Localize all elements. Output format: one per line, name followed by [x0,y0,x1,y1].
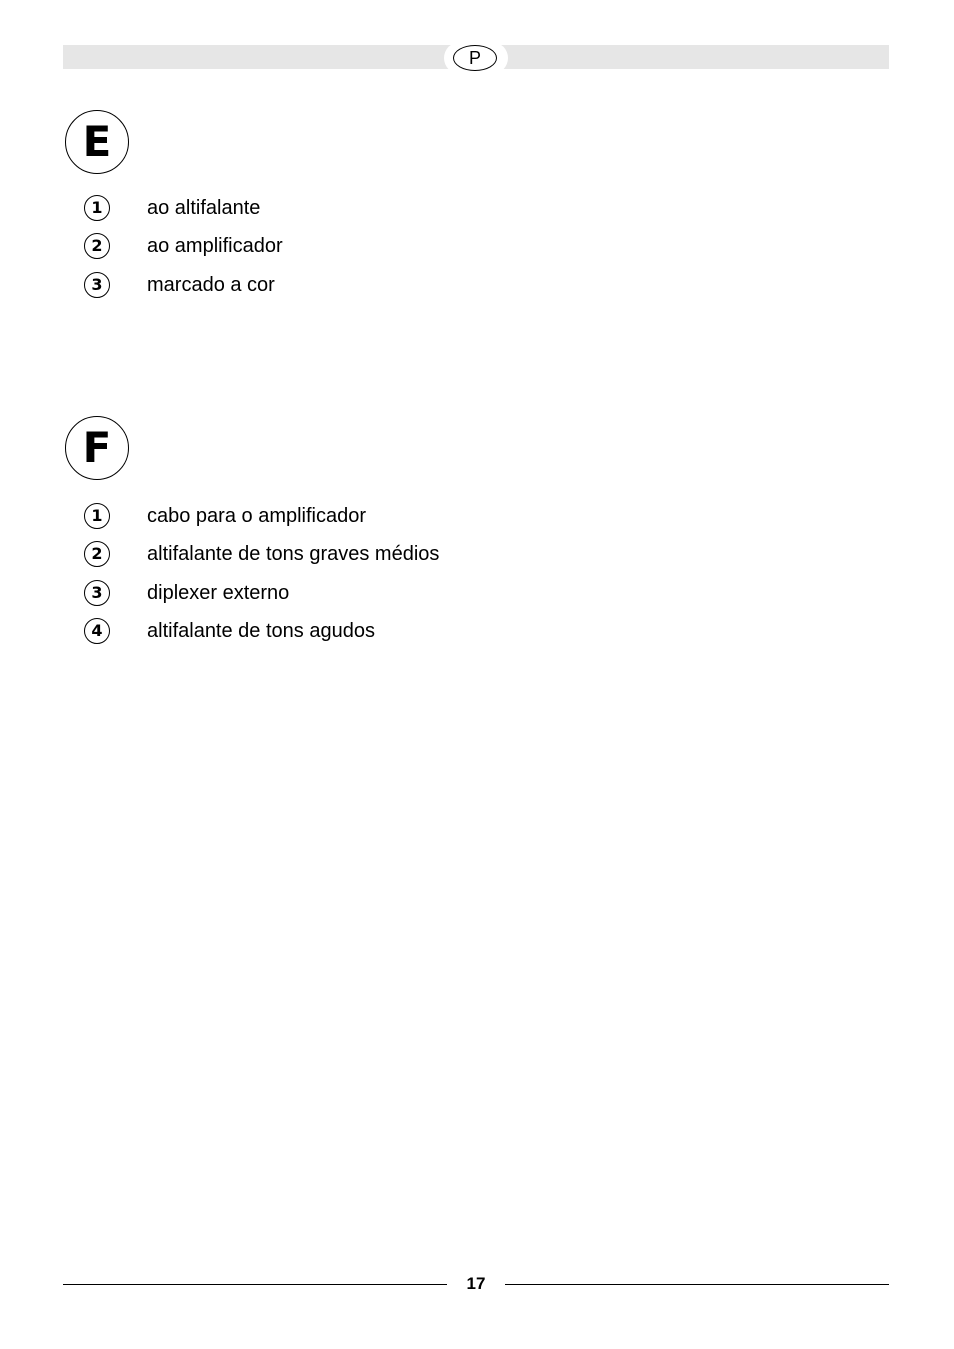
number-2-icon: 2 [84,233,110,259]
item-label: ao altifalante [147,197,261,219]
language-badge: P [453,45,497,71]
number-2-icon: 2 [84,541,110,567]
item-label: altifalante de tons graves médios [147,543,440,565]
section-e-icon: E [65,110,129,174]
item-label: marcado a cor [147,274,275,296]
footer-rule-left [63,1284,447,1285]
number-4-icon: 4 [84,618,110,644]
number-1-icon: 1 [84,195,110,221]
item-label: altifalante de tons agudos [147,620,375,642]
section-f-icon: F [65,416,129,480]
number-1-icon: 1 [84,503,110,529]
number-3-icon: 3 [84,580,110,606]
page-number: 17 [466,1274,486,1293]
number-3-icon: 3 [84,272,110,298]
item-label: ao amplificador [147,235,283,257]
item-label: cabo para o amplificador [147,505,367,527]
item-label: diplexer externo [147,582,290,604]
footer-rule-right [505,1284,889,1285]
